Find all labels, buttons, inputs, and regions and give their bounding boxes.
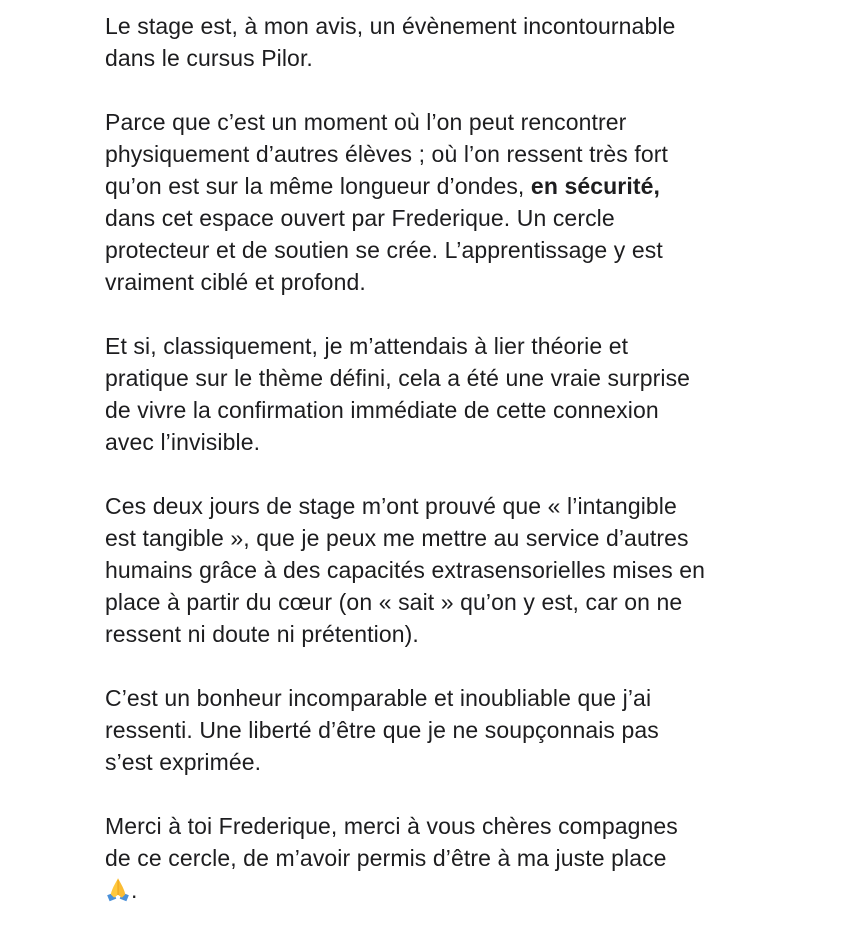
paragraph-6 [105,810,812,906]
text-segment: qu’on est sur la même longueur d’ondes, [105,173,531,199]
text-segment: C’est un bonheur incomparable et inoubliable que j’ai [105,685,652,711]
text-segment: de vivre la confirmation immédiate de cette connexion [105,397,659,423]
text-segment: . [131,877,138,903]
text-segment: pratique sur le thème défini, cela a été une vraie surprise [105,365,691,391]
text-segment: s’est exprimée. [105,749,262,775]
text-segment: Le stage est, à mon avis, un évènement incontournable [105,13,676,39]
folded-hands-emoji [105,877,131,903]
text-segment: ressenti. Une liberté d’être que je ne soupçonnais pas [105,717,659,743]
text-segment: dans cet espace ouvert par Frederique. Un cercle [105,205,615,231]
text-segment: place à partir du cœur (on « sait » qu’on y est, car on ne [105,589,683,615]
text-segment: Et si, classiquement, je m’attendais à lier théorie et [105,333,629,359]
text-segment: est tangible », que je peux me mettre au service d’autres [105,525,689,551]
text-segment: physiquement d’autres élèves ; où l’on ressent très fort [105,141,669,167]
text-segment: protecteur et de soutien se crée. L’apprentissage y est [105,237,663,263]
paragraph-3 [105,330,812,458]
text-segment: Merci à toi Frederique, merci à vous chères compagnes [105,813,678,839]
text-segment: humains grâce à des capacités extrasensorielles mises en [105,557,706,583]
text-segment: vraiment ciblé et profond. [105,269,366,295]
text-segment: de ce cercle, de m’avoir permis d’être à ma juste place [105,845,667,871]
text-segment: ressent ni doute ni prétention). [105,621,419,647]
text-segment: avec l’invisible. [105,429,261,455]
text-segment: Ces deux jours de stage m’ont prouvé que « l’intangible [105,493,677,519]
paragraph-5 [105,682,812,778]
paragraph-1 [105,10,812,74]
paragraph-2 [105,106,812,298]
bold-text-segment: en sécurité, [530,173,660,199]
text-segment: dans le cursus Pilor. [105,45,313,71]
text-segment: Parce que c’est un moment où l’on peut rencontrer [105,109,627,135]
paragraph-4 [105,490,812,650]
